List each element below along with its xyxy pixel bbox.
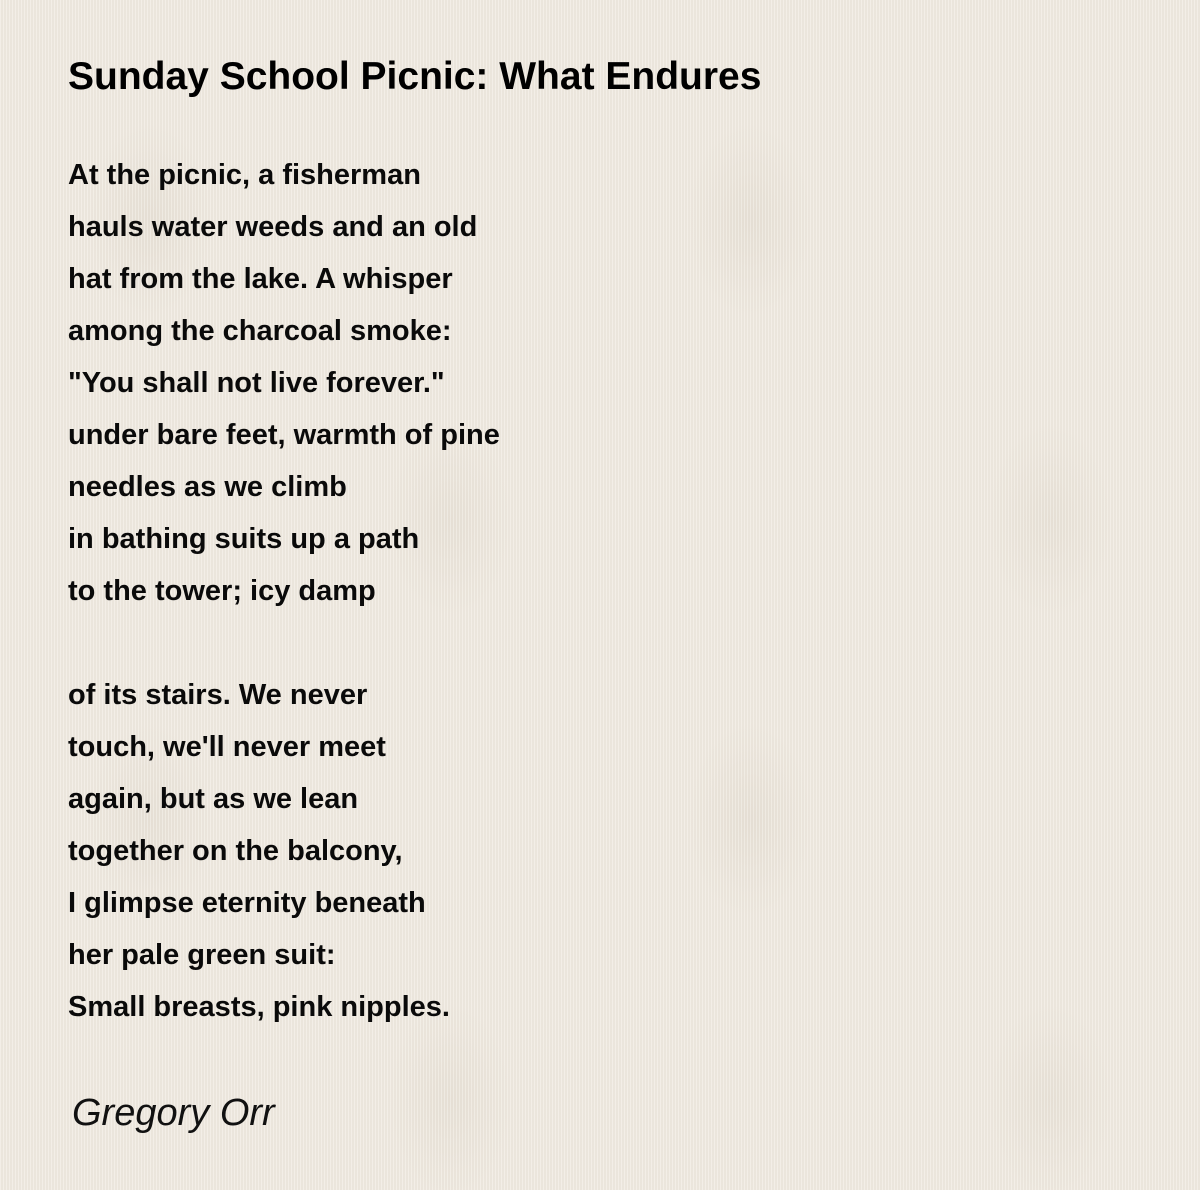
- poem-line: Small breasts, pink nipples.: [68, 991, 450, 1023]
- poem-line: together on the balcony,: [68, 835, 403, 867]
- poem-line: needles as we climb: [68, 471, 347, 503]
- poem-line: At the picnic, a fisherman: [68, 159, 421, 191]
- poem-line: touch, we'll never meet: [68, 731, 386, 763]
- poem-line: among the charcoal smoke:: [68, 315, 452, 347]
- stanza-2: [68, 669, 450, 1033]
- poem-line: hauls water weeds and an old: [68, 211, 478, 243]
- poem-line: to the tower; icy damp: [68, 575, 376, 607]
- poem-title: Sunday School Picnic: What Endures: [68, 55, 762, 98]
- poem-line: hat from the lake. A whisper: [68, 263, 453, 295]
- poem-line: I glimpse eternity beneath: [68, 887, 426, 919]
- poem-line: "You shall not live forever.": [68, 367, 445, 399]
- poem-line: her pale green suit:: [68, 939, 336, 971]
- poem-line: in bathing suits up a path: [68, 523, 420, 555]
- poem-author: Gregory Orr: [72, 1092, 275, 1134]
- poem-line: under bare feet, warmth of pine: [68, 419, 500, 451]
- poem-line: again, but as we lean: [68, 783, 359, 815]
- poem-page: [68, 0, 1168, 1190]
- stanza-1: [68, 149, 500, 617]
- poem-line: of its stairs. We never: [68, 679, 368, 711]
